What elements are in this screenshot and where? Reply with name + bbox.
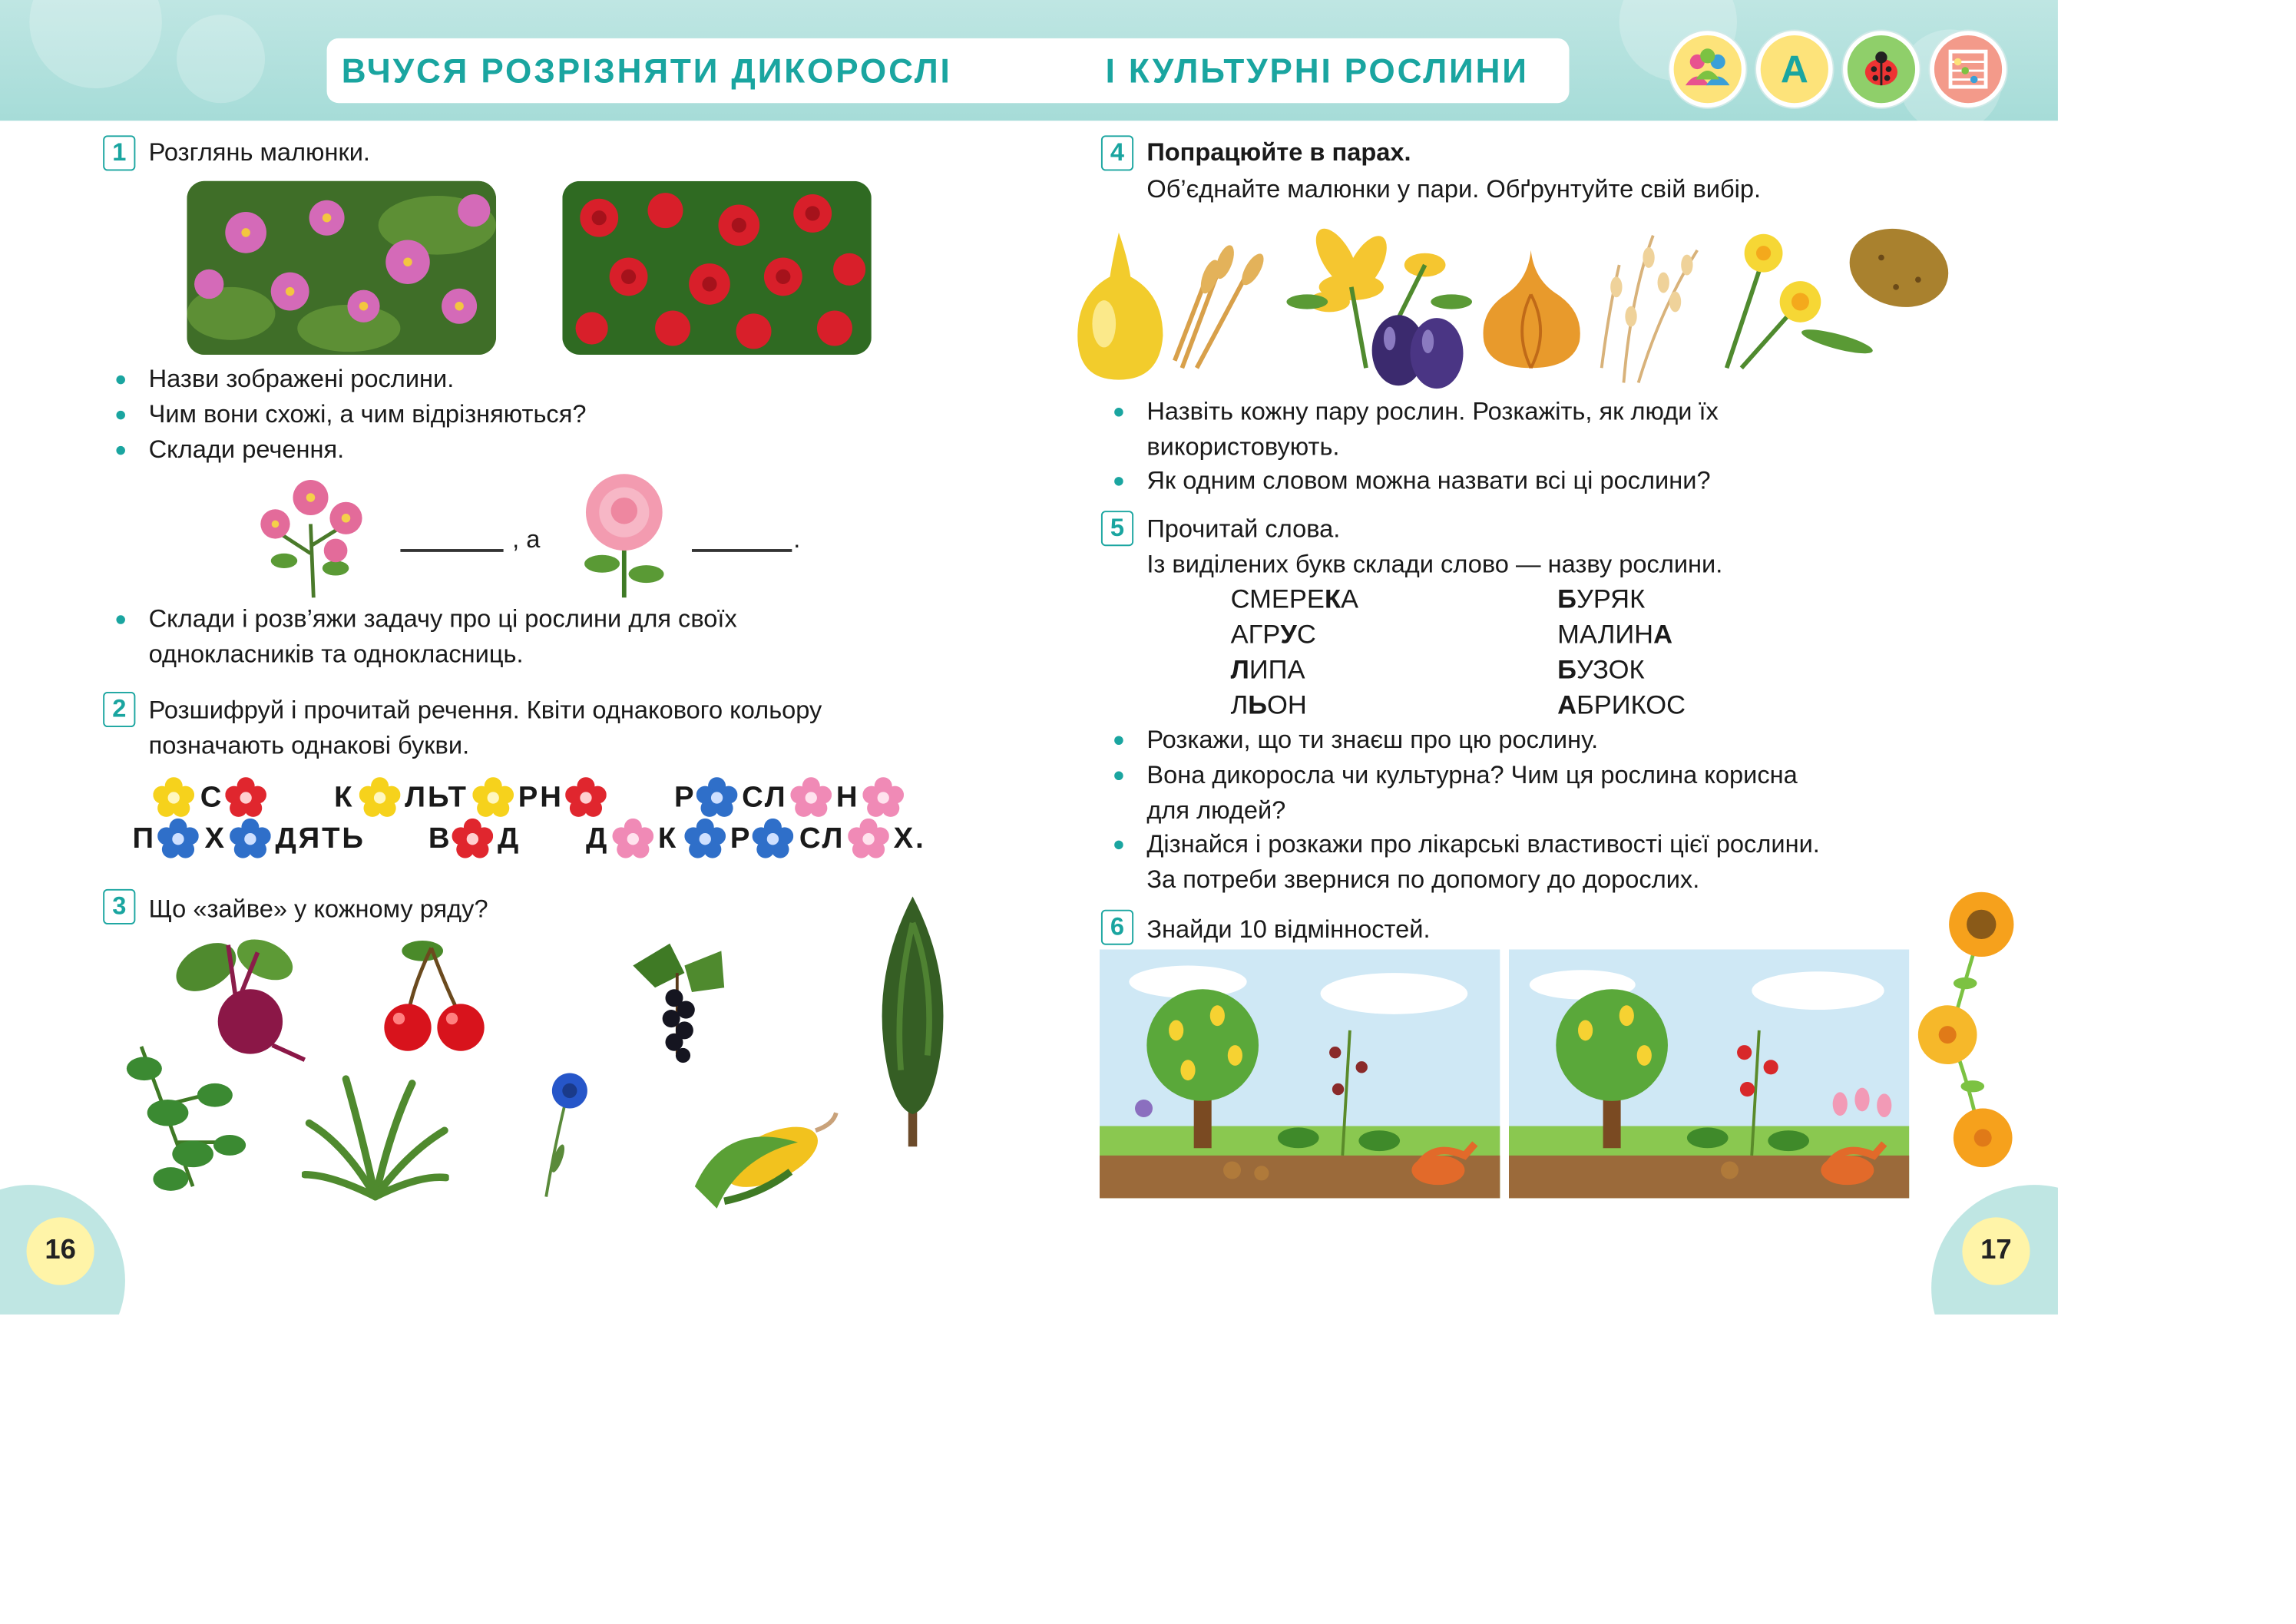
page-title-right: І КУЛЬТУРНІ РОСЛИНИ: [1105, 51, 1529, 90]
cipher-letters: Д: [585, 822, 610, 855]
ladybug-icon: [1843, 31, 1920, 107]
bullet-dot: [1114, 841, 1123, 850]
cipher-letters: К: [334, 781, 355, 815]
potato-icon: [1841, 221, 1955, 318]
task-2-instruction-line-1: Розшифруй і прочитай речення. Квіти однакового кольору: [148, 696, 822, 725]
garden-picture-right: [1509, 949, 1909, 1198]
corn-cob-icon: [680, 1098, 839, 1222]
bullet-dot: [1114, 736, 1123, 746]
sentence-end: .: [793, 525, 801, 554]
red-flower-icon: [565, 777, 607, 819]
bullet-dot: [1114, 408, 1123, 417]
task-4-bullet-2: Як одним словом можна назвати всі ці рослини?: [1146, 466, 1711, 495]
task-5-bullet-3-line-2: За потреби звернися по допомогу до дорослих.: [1146, 865, 1700, 894]
task-1-instruction: Розглянь малюнки.: [148, 138, 371, 167]
task-1-number: 1: [103, 135, 135, 170]
task-3-number: 3: [103, 889, 135, 924]
task-6-instruction: Знайди 10 відмінностей.: [1146, 915, 1431, 944]
cipher-letters: К: [657, 822, 679, 855]
task-4-bullet-1-line-1: Назвіть кожну пару рослин. Розкажіть, як люди їх: [1146, 397, 1719, 426]
group-work-icon: [1669, 31, 1746, 107]
cipher-letters: ДЯТЬ: [275, 822, 366, 855]
cherries-icon: [375, 936, 493, 1057]
garden-rose-icon: [565, 468, 683, 601]
cipher-row-2: [0, 817, 1031, 862]
cipher-letters: Х: [204, 822, 227, 855]
wild-rose-photo: [187, 181, 496, 355]
onion-icon: [1484, 250, 1580, 368]
cipher-row-1: [0, 776, 1031, 820]
blue-flower-icon: [684, 819, 726, 860]
task-5-number: 5: [1101, 511, 1133, 546]
bullet-dot: [1114, 477, 1123, 486]
plums-icon: [1372, 315, 1464, 389]
pink-flower-icon: [790, 777, 832, 819]
yellow-flower-icon: [153, 777, 194, 819]
task-5-instruction-2: Із виділених букв склади слово — назву рослини.: [1146, 550, 1723, 579]
task-5-bullet-1: Розкажи, що ти знаєш про цю рослину.: [1146, 726, 1599, 754]
wild-rose-sprig-icon: [255, 465, 372, 600]
page-number-right: 17: [1962, 1217, 2030, 1285]
cipher-letters: РН: [518, 781, 564, 815]
sunflowers-decoration: [1914, 888, 2024, 1189]
wheat-ears-icon: [1175, 243, 1268, 368]
page-title-left: ВЧУСЯ РОЗРІЗНЯТИ ДИКОРОСЛІ: [341, 51, 952, 90]
cipher-letters: В: [428, 822, 452, 855]
task-1-bullet-2: Чим вони схожі, а чим відрізняються?: [148, 400, 587, 428]
blue-flower-icon: [230, 819, 271, 860]
cipher-letters: СЛ: [742, 781, 788, 815]
answer-line: [692, 549, 792, 551]
task-2-number: 2: [103, 692, 135, 727]
nettle-icon: [112, 1039, 253, 1198]
abacus-icon: [1930, 31, 2007, 107]
cipher-letters: Н: [835, 781, 860, 815]
task-4-bullet-1-line-2: використовують.: [1146, 432, 1340, 461]
red-flower-icon: [225, 777, 266, 819]
task-1-bullet-3: Склади речення.: [148, 435, 345, 464]
fern-icon: [302, 1072, 449, 1202]
garden-picture-left: [1100, 949, 1500, 1198]
task-4-number: 4: [1101, 135, 1133, 170]
bullet-dot: [116, 375, 125, 385]
cipher-letters: ЛЬТ: [405, 781, 468, 815]
task-4-instruction: Об’єднайте малюнки у пари. Обґрунтуйте свій вибір.: [1146, 175, 1762, 203]
cipher-letters: Д: [497, 822, 521, 855]
word-right-2: МАЛИНА: [1557, 620, 1673, 650]
task-1-bullet-4-line-2: однокласників та однокласниць.: [148, 640, 524, 669]
red-flower-icon: [452, 819, 494, 860]
word-left-4: ЛЬОН: [1230, 690, 1307, 720]
yellow-flower-icon: [472, 777, 514, 819]
word-left-2: АГРУС: [1230, 620, 1316, 650]
letter-a-icon: [1756, 31, 1833, 107]
garden-rose-photo: [562, 181, 872, 355]
task-6-number: 6: [1101, 910, 1133, 945]
cipher-letters: СЛ: [799, 822, 845, 855]
bullet-dot: [116, 411, 125, 420]
word-right-1: БУРЯК: [1557, 584, 1646, 614]
letter-a-glyph: A: [1780, 48, 1808, 91]
oats-icon: [1602, 236, 1698, 383]
answer-line: [400, 549, 503, 551]
yellow-flower-icon: [359, 777, 401, 819]
plants-pairs-illustration: [1072, 221, 1955, 392]
bullet-dot: [116, 446, 125, 455]
blackcurrant-icon: [618, 936, 736, 1069]
blue-flower-icon: [696, 777, 738, 819]
pink-flower-icon: [862, 777, 904, 819]
cipher-letters: Х.: [893, 822, 926, 855]
blue-flower-icon: [157, 819, 199, 860]
task-4-title: Попрацюйте в парах.: [1146, 138, 1411, 167]
cipher-letters: Р: [673, 781, 696, 815]
sentence-connector: , а: [512, 525, 541, 554]
cipher-letters: Р: [729, 822, 753, 855]
word-right-3: БУЗОК: [1557, 655, 1645, 685]
word-left-3: ЛИПА: [1230, 655, 1305, 685]
pink-flower-icon: [612, 819, 653, 860]
task-1-bullet-1: Назви зображені рослини.: [148, 365, 455, 393]
task-5-instruction-1: Прочитай слова.: [1146, 514, 1341, 544]
word-left-1: СМЕРЕКА: [1230, 584, 1359, 614]
cipher-letters: С: [200, 781, 224, 815]
bullet-dot: [116, 615, 125, 624]
task-5-bullet-2-line-2: для людей?: [1146, 796, 1286, 825]
pear-icon: [1077, 233, 1163, 380]
blue-flower-icon: [753, 819, 794, 860]
task-2-instruction-line-2: позначають однакові букви.: [148, 731, 470, 760]
pink-flower-icon: [848, 819, 889, 860]
task-5-bullet-3-line-1: Дізнайся і розкажи про лікарські властивості цієї рослини.: [1146, 830, 1820, 858]
task-1-bullet-4-line-1: Склади і розв’яжи задачу про ці рослини для своїх: [148, 604, 737, 633]
task-5-bullet-2-line-1: Вона дикоросла чи культурна? Чим ця рослина корисна: [1146, 761, 1798, 789]
poplar-tree-icon: [868, 894, 957, 1147]
cipher-letters: П: [132, 822, 156, 855]
word-right-4: АБРИКОС: [1557, 690, 1686, 720]
page-number-left: 16: [27, 1217, 94, 1285]
bullet-dot: [1114, 772, 1123, 781]
cornflower-icon: [525, 1070, 602, 1200]
task-3-question: Що «зайве» у кожному ряду?: [148, 895, 488, 923]
